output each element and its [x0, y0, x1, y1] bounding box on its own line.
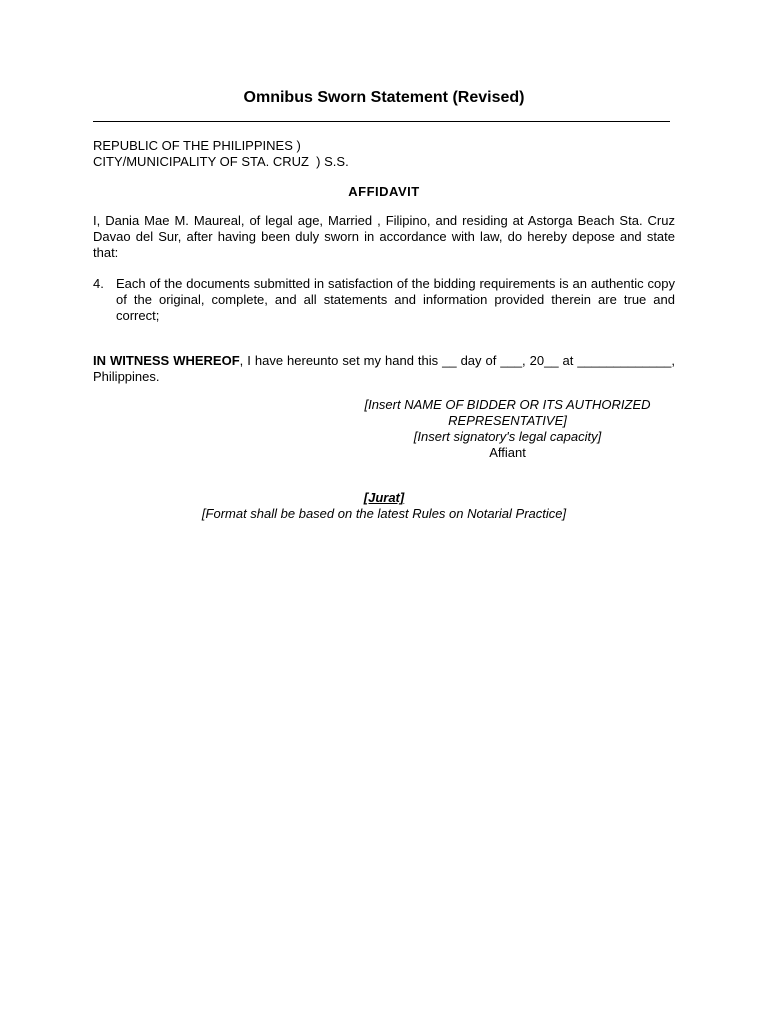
- signatory-name-line1: [Insert NAME OF BIDDER OR ITS AUTHORIZED: [364, 397, 651, 412]
- item-text: Each of the documents submitted in satisfaction of the bidding requirements is an authentic copy of the original, complete, and all statements and information provided therein are true and correct;: [116, 276, 675, 323]
- intro-paragraph: I, Dania Mae M. Maureal, of legal age, Married , Filipino, and residing at Astorga Beach Sta. Cruz Davao del Sur, after having been duly sworn in accordance with law, do hereby depose and state that:: [93, 213, 675, 260]
- signatory-name-line2: REPRESENTATIVE]: [448, 413, 567, 428]
- affidavit-heading: AFFIDAVIT: [348, 184, 420, 199]
- signatory-capacity: [Insert signatory's legal capacity]: [413, 429, 602, 444]
- jurat-note: [Format shall be based on the latest Rules on Notarial Practice]: [201, 506, 567, 521]
- item-number: 4.: [93, 276, 104, 291]
- witness-text: , I have hereunto set my hand this __ day of ___, 20__ at _____________, Philippines.: [93, 353, 675, 384]
- document-title: Omnibus Sworn Statement (Revised): [243, 89, 525, 106]
- signatory-role: Affiant: [489, 445, 526, 460]
- venue-republic: REPUBLIC OF THE PHILIPPINES ): [93, 138, 301, 153]
- venue-municipality: CITY/MUNICIPALITY OF STA. CRUZ ) S.S.: [93, 154, 349, 169]
- jurat-label: [Jurat]: [363, 490, 405, 505]
- venue-block: [93, 138, 675, 170]
- witness-bold-lead: IN WITNESS WHEREOF: [93, 353, 240, 368]
- title-underline: [93, 121, 670, 122]
- signature-block: [340, 397, 675, 461]
- witness-paragraph: [93, 353, 675, 385]
- jurat-block: [93, 490, 675, 522]
